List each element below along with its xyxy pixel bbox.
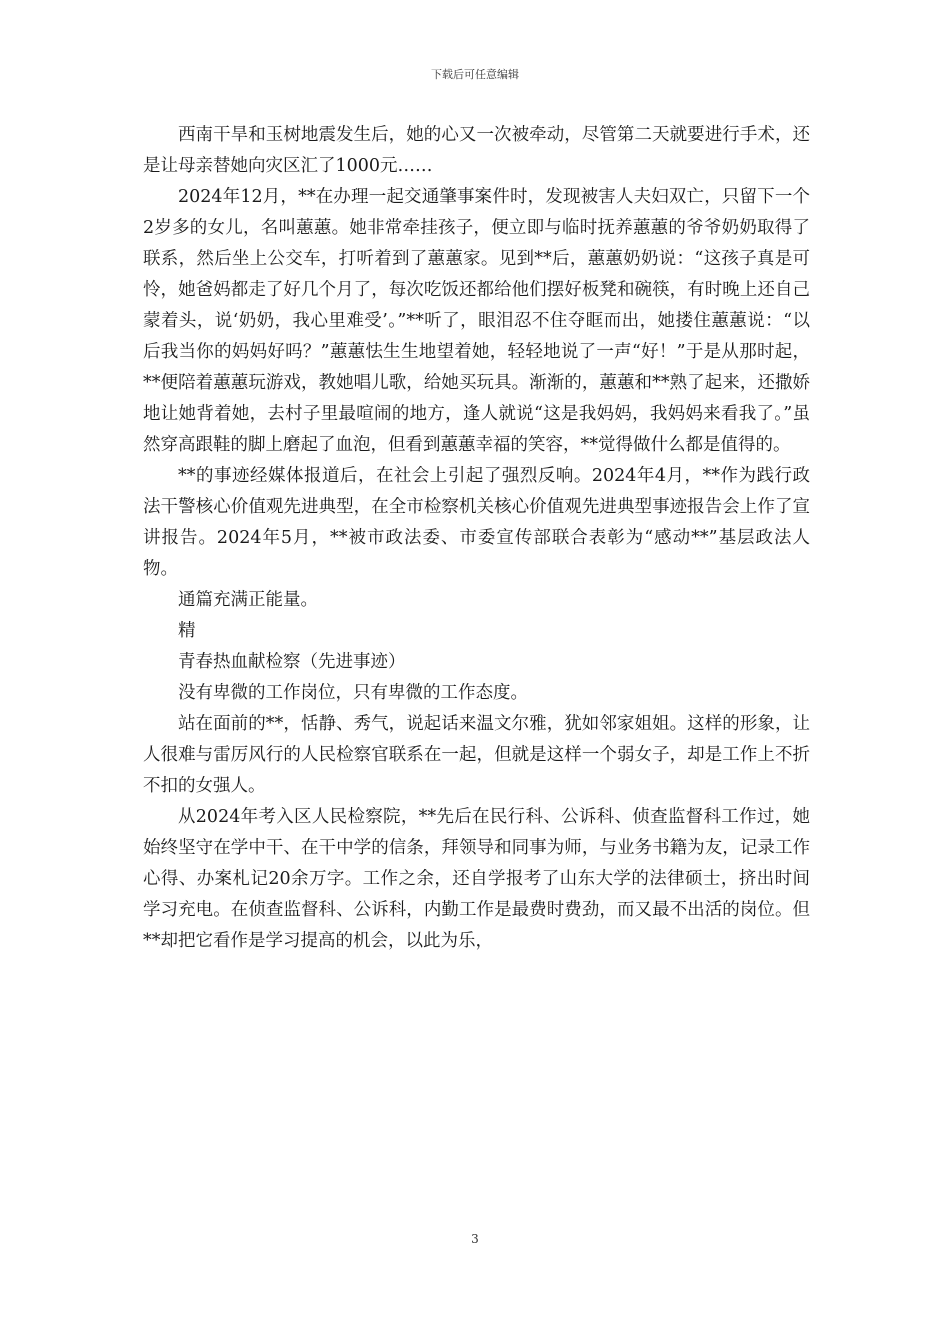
paragraph: 精 (178, 621, 196, 641)
paragraph: 从2024年考入区人民检察院，**先后在民行科、公诉科、侦查监督科工作过，她始终坚守在学中干、在干中学的信条，拜领导和同事为师，与业务书籍为友，记录工作心得、办案札记20余万字。工作之余，还自学报考了山东大学的法律硕士，挤出时间学习充电。在侦查监督科、公诉科，内勤工作是最费时费劲，而又最不出活的岗位。但**却把它看作是学习提高的机会，以此为乐， (143, 807, 810, 951)
paragraph: **的事迹经媒体报道后，在社会上引起了强烈反响。2024年4月，**作为践行政法干警核心价值观先进典型，在全市检察机关核心价值观先进典型事迹报告会上作了宣讲报告。2024年5月，**被市政法委、市委宣传部联合表彰为“感动**”基层政法人物。 (143, 466, 810, 579)
paragraph: 2024年12月，**在办理一起交通肇事案件时，发现被害人夫妇双亡，只留下一个2岁多的女儿，名叫蕙蕙。她非常牵挂孩子，便立即与临时抚养蕙蕙的爷爷奶奶取得了联系，然后坐上公交车，打听着到了蕙蕙家。见到**后，蕙蕙奶奶说：“这孩子真是可怜，她爸妈都走了好几个月了，每次吃饭还都给他们摆好板凳和碗筷，有时晚上还自己蒙着头，说‘奶奶，我心里难受’。”**听了，眼泪忍不住夺眶而出，她搂住蕙蕙说：“以后我当你的妈妈好吗？”蕙蕙怯生生地望着她，轻轻地说了一声“好！”于是从那时起，**便陪着蕙蕙玩游戏，教她唱儿歌，给她买玩具。渐渐的，蕙蕙和**熟了起来，还撒娇地让她背着她，去村子里最喧闹的地方，逢人就说“这是我妈妈，我妈妈来看我了。”虽然穿高跟鞋的脚上磨起了血泡，但看到蕙蕙幸福的笑容，**觉得做什么都是值得的。 (143, 187, 810, 455)
paragraph: 没有卑微的工作岗位，只有卑微的工作态度。 (178, 683, 528, 703)
paragraph: 通篇充满正能量。 (178, 590, 318, 610)
page-header: 下载后可任意编辑 (431, 68, 519, 81)
section-title: 青春热血献检察（先进事迹） (178, 652, 406, 672)
page-number: 3 (471, 1232, 479, 1246)
paragraph: 站在面前的**，恬静、秀气，说起话来温文尔雅，犹如邻家姐姐。这样的形象，让人很难与雷厉风行的人民检察官联系在一起，但就是这样一个弱女子，却是工作上不折不扣的女强人。 (143, 714, 810, 796)
document-body (143, 120, 810, 957)
paragraph: 西南干旱和玉树地震发生后，她的心又一次被牵动，尽管第二天就要进行手术，还是让母亲替她向灾区汇了1000元…… (143, 125, 810, 176)
